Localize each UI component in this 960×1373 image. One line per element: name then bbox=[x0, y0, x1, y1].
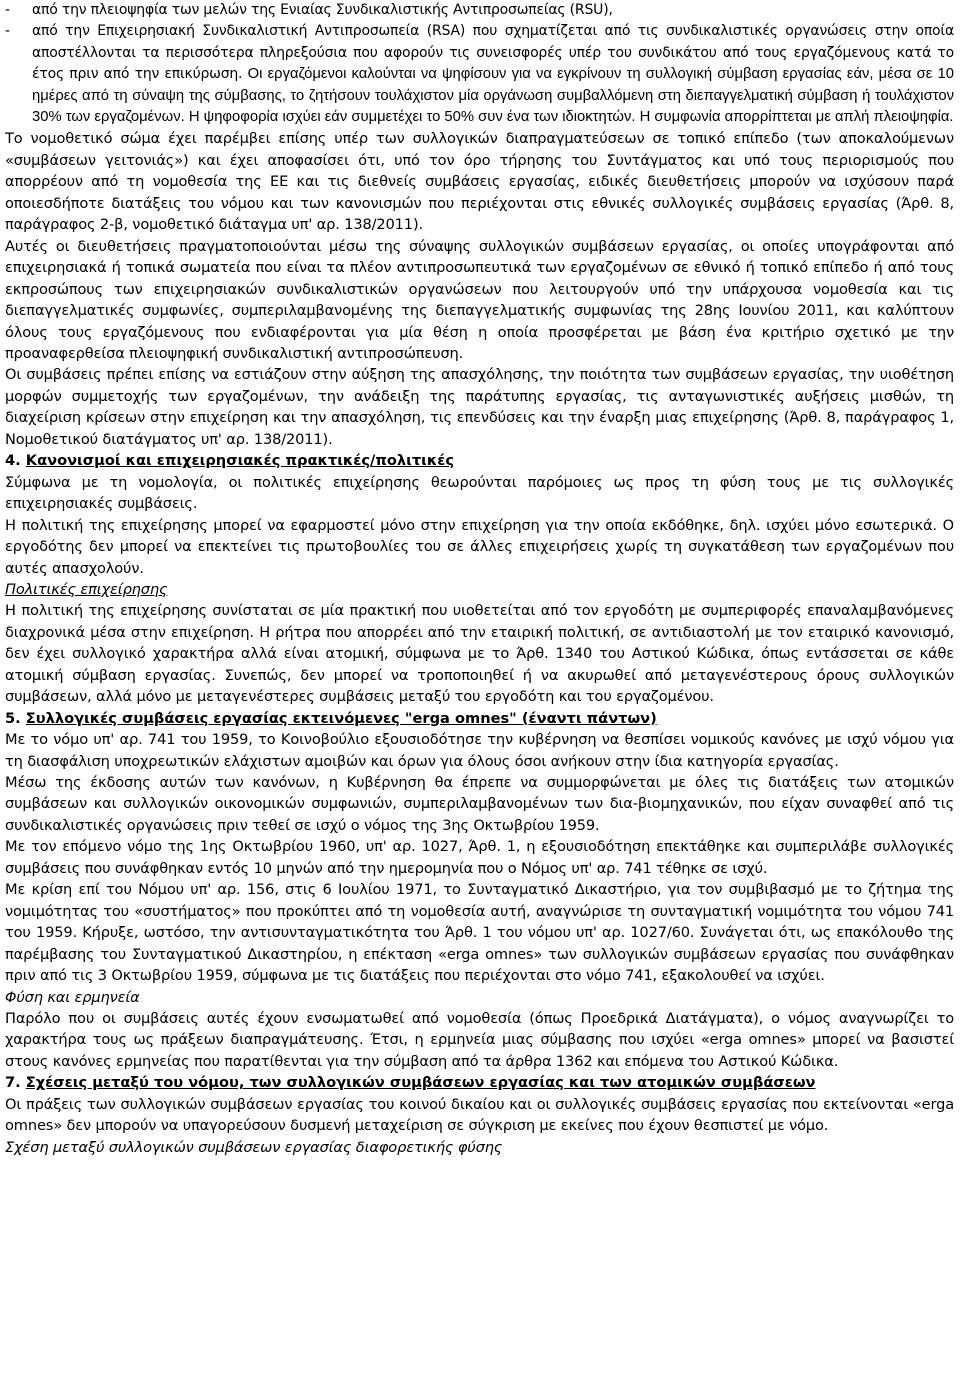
paragraph: Η πολιτική της επιχείρησης μπορεί να εφαρμοστεί μόνο στην επιχείρηση για την οποία εκδόθηκε, δηλ. ισχύει μόνο εσωτερικά. Ο εργοδότης δεν μπορεί να επεκτείνει τις πρωτοβουλίες του σε άλλες επιχειρήσεις χωρίς τη συγκατάθεση των εργαζομένων που αυτές απασχολούν. bbox=[5, 516, 954, 577]
paragraph: Αυτές οι διευθετήσεις πραγματοποιούνται μέσω της σύναψης συλλογικών συμβάσεων εργασίας, οι οποίες υπογράφονται από επιχειρησιακά ή τοπικά σωματεία που είναι τα πλέον αντιπροσωπευτικά των εργαζομένων σε εθνικό ή τοπικό επίπεδο ή από τους εκπροσώπους των επιχειρησιακών συνδικαλιστικών οργανώσεων που λειτουργούν υπό την υπάρχουσα νομοθεσία και τις διεπαγγελματικές συμφωνίες, συμπεριλαμβανομένης της διεπαγγελματικής συμφωνίας της 28ης Ιουνίου 2011, και καλύπτουν όλους τους εργαζόμενους που ενδιαφέρονται για μία θέση η οποία προσφέρεται με βάση ένα κριτήριο σχετικό με την προαναφερθείσα πλειοψηφική συνδικαλιστική αντιπροσώπευση. bbox=[5, 237, 954, 362]
section-number: 5. bbox=[5, 709, 21, 727]
paragraph: Σύμφωνα με τη νομολογία, οι πολιτικές επιχείρησης θεωρούνται παρόμοιες ως προς τη φύση τους με τις συλλογικές επιχειρησιακές συμβάσεις. bbox=[5, 473, 954, 513]
paragraph: Με το νόμο υπ' αρ. 741 του 1959, το Κοινοβούλιο εξουσιοδότησε την κυβέρνηση να θεσπίσει νομικούς κανόνες με ισχύ νόμου για τη διασφάλιση υποχρεωτικών ελάχιστων αμοιβών και όρων για όλους όσοι ανήκουν στην ίδια κατηγορία εργασίας. bbox=[5, 731, 954, 770]
paragraph: Με κρίση επί του Νόμου υπ' αρ. 156, στις 6 Ιουλίου 1971, το Συνταγματικό Δικαστήριο, για τον συμβιβασμό με το ζήτημα της νομιμότητας του «συστήματος» που προκύπτει από τη νομοθεσία αυτή, αναγνώρισε τη συνταγματική νομιμότητα του νόμου 741 του 1959. Κήρυξε, ωστόσο, την αντισυνταγματικότητα του Άρθ. 1 του νόμου υπ' αρ. 1027/60. Συνάγεται ότι, ως επακόλουθο της παρέμβασης του Συνταγματικού Δικαστηρίου, η επέκταση «erga omnes» των συλλογικών συμβάσεων εργασίας που συνάφθηκαν πριν από τις 3 Οκτωβρίου 1959, σύμφωνα με τις διατάξεις που περιέχονται στο νόμο 741, εξακολουθεί να ισχύει. bbox=[5, 881, 954, 985]
section-title: Συλλογικές συμβάσεις εργασίας εκτεινόμενες "erga omnes" (έναντι πάντων) bbox=[25, 709, 657, 727]
section-number: 4. bbox=[5, 452, 21, 470]
paragraph: Οι συμβάσεις πρέπει επίσης να εστιάζουν στην αύξηση της απασχόλησης, την ποιότητα των συμβάσεων εργασίας, την υιοθέτηση μορφών συμμετοχής των εργαζομένων, την ανάδειξη της παράτυπης εργασίας, τις ανταγωνιστικές αυξήσεις μισθών, τη διαχείριση κρίσεων στην επιχείρηση και την απασχόληση, τις επενδύσεις και την έναρξη μιας επιχείρησης (Άρθ. 8, παράγραφος 1, Νομοθετικού διατάγματος υπ' αρ. 138/2011). bbox=[5, 366, 954, 448]
paragraph: Με τον επόμενο νόμο της 1ης Οκτωβρίου 1960, υπ' αρ. 1027, Άρθ. 1, η εξουσιοδότηση επεκτάθηκε και συμπεριλάβε συλλογικές συμβάσεις που συνάφθηκαν εντός 10 μηνών από την ημερομηνία που ο Νόμος υπ' αρ. 741 τέθηκε σε ισχύ. bbox=[5, 838, 954, 877]
list-dash: - bbox=[5, 2, 10, 18]
subheading: Πολιτικές επιχείρησης bbox=[5, 580, 168, 598]
paragraph: Οι πράξεις των συλλογικών συμβάσεων εργασίας του κοινού δικαίου και οι συλλογικές συμβάσεις εργασίας που εκτείνονται «erga omnes» δεν μπορούν να υπαγορεύσουν δυσμενή μεταχείριση σε σύγκριση με εκείνες που έχουν θεσπιστεί με νόμο. bbox=[5, 1095, 954, 1135]
list-item-text: από την πλειοψηφία των μελών της Ενιαίας Συνδικαλιστικής Αντιπροσωπείας (RSU), bbox=[32, 2, 613, 18]
list-item bbox=[5, 21, 954, 128]
section-heading bbox=[5, 1072, 954, 1093]
paragraph: Η πολιτική της επιχείρησης συνίσταται σε μία πρακτική που υιοθετείται από τον εργοδότη με συμπεριφορές επαναλαμβανόμενες διαχρονικά μέσα στην επιχείρηση. Η ρήτρα που απορρέει από την εταιρική πολιτική, σε αντιδιαστολή με τον εταιρικό κανονισμό, δεν έχει συλλογικό χαρακτήρα αλλά είναι ατομική, σύμφωνα με το Άρθ. 1340 του Αστικού Κώδικα, όπως εντάσσεται σε κάθε ατομική σύμβαση εργασίας. Συνεπώς, δεν μπορεί να τροποποιηθεί ή να ακυρωθεί από μεταγενέστερους όρους συλλογικών συμβάσεων, αλλά μόνο με μεταγενέστερες συμβάσεις μεταξύ του εργοδότη και του εργαζομένου. bbox=[5, 602, 954, 706]
paragraph: Το νομοθετικό σώμα έχει παρέμβει επίσης υπέρ των συλλογικών διαπραγματεύσεων σε τοπικό επίπεδο (των αποκαλούμενων «συμβάσεων γειτονιάς») και έχει αποφασίσει ότι, υπό τον όρο τήρησης του Συντάγματος και υπό τους περιορισμούς που απορρέουν από τη νομοθεσία της ΕΕ και τις διεθνείς συμβάσεις εργασίας, ειδικές διευθετήσεις μπορούν να ισχύσουν παρά οποιεσδήποτε διατάξεις του νόμου και των κανονισμών που περιέχονται στις εθνικές συλλογικές συμβάσεις εργασίας (Άρθ. 8, παράγραφος 2-β, νομοθετικό διάταγμα υπ' αρ. 138/2011). bbox=[5, 130, 954, 234]
subheading: Σχέση μεταξύ συλλογικών συμβάσεων εργασίας διαφορετικής φύσης bbox=[5, 1138, 503, 1156]
list-item-text: από την Επιχειρησιακή Συνδικαλιστική Αντιπροσωπεία (RSA) που σχηματίζεται από τις συνδικαλιστικές οργανώσεις στην οποία αποστέλλονται τα περισσότερα πληρεξούσια που αφορούν τις συνεισφορές υπέρ του συνδικάτου από τους εργαζόμενους κατά το έτος πριν από την επικύρωση. bbox=[32, 23, 954, 83]
section-title: Σχέσεις μεταξύ του νόμου, των συλλογικών συμβάσεων εργασίας και των ατομικών συμβάσεων bbox=[25, 1074, 816, 1092]
section-number: 7. bbox=[5, 1074, 21, 1092]
paragraph: Μέσω της έκδοσης αυτών των κανόνων, η Κυβέρνηση θα έπρεπε να συμμορφώνεται με όλες τις διατάξεις των ατομικών συμβάσεων και συλλογικών οικονομικών συμφωνιών, συμπεριλαμβανομένων των δια-βιομηχανικών, που είχαν συναφθεί από τις συνδικαλιστικές οργανώσεις πριν τεθεί σε ισχύ ο νόμος της 3ης Οκτωβρίου 1959. bbox=[5, 774, 954, 834]
list-item bbox=[5, 0, 954, 21]
section-heading bbox=[5, 450, 954, 471]
list-item-body bbox=[32, 21, 954, 128]
list-dash: - bbox=[5, 23, 10, 40]
section-title: Κανονισμοί και επιχειρησιακές πρακτικές/πολιτικές bbox=[25, 452, 454, 470]
section-heading bbox=[5, 708, 954, 729]
list-item-continuation: Οι εργαζόμενοι καλούνται να ψηφίσουν για να εγκρίνουν τη συλλογική σύμβαση εργασίας εάν, μέσα σε 10 ημέρες από τη σύναψη της σύμβασης, το ζητήσουν τουλάχιστον μία οργάνωση συμβαλλόμενη στη διεπαγγελματική σύμβαση ή τουλάχιστον 30% των εργαζομένων. Η ψηφοφορία ισχύει εάν συμμετέχει το 50% συν ένα των ιδιοκτητών. Η συμφωνία απορρίπτεται με απλή πλειοψηφία. bbox=[32, 66, 954, 126]
subheading: Φύση και ερμηνεία bbox=[5, 988, 140, 1006]
paragraph: Παρόλο που οι συμβάσεις αυτές έχουν ενσωματωθεί από νομοθεσία (όπως Προεδρικά Διατάγματα), ο νόμος αναγνωρίζει το χαρακτήρα τους ως πράξεων διαπραγμάτευσης. Έτσι, η ερμηνεία μιας σύμβασης που ισχύει «erga omnes» μπορεί να βασιστεί στους κανόνες ερμηνείας που παρατίθενται για την σύμβαση από τα άρθρα 1362 και επόμενα του Αστικού Κώδικα. bbox=[5, 1010, 954, 1070]
